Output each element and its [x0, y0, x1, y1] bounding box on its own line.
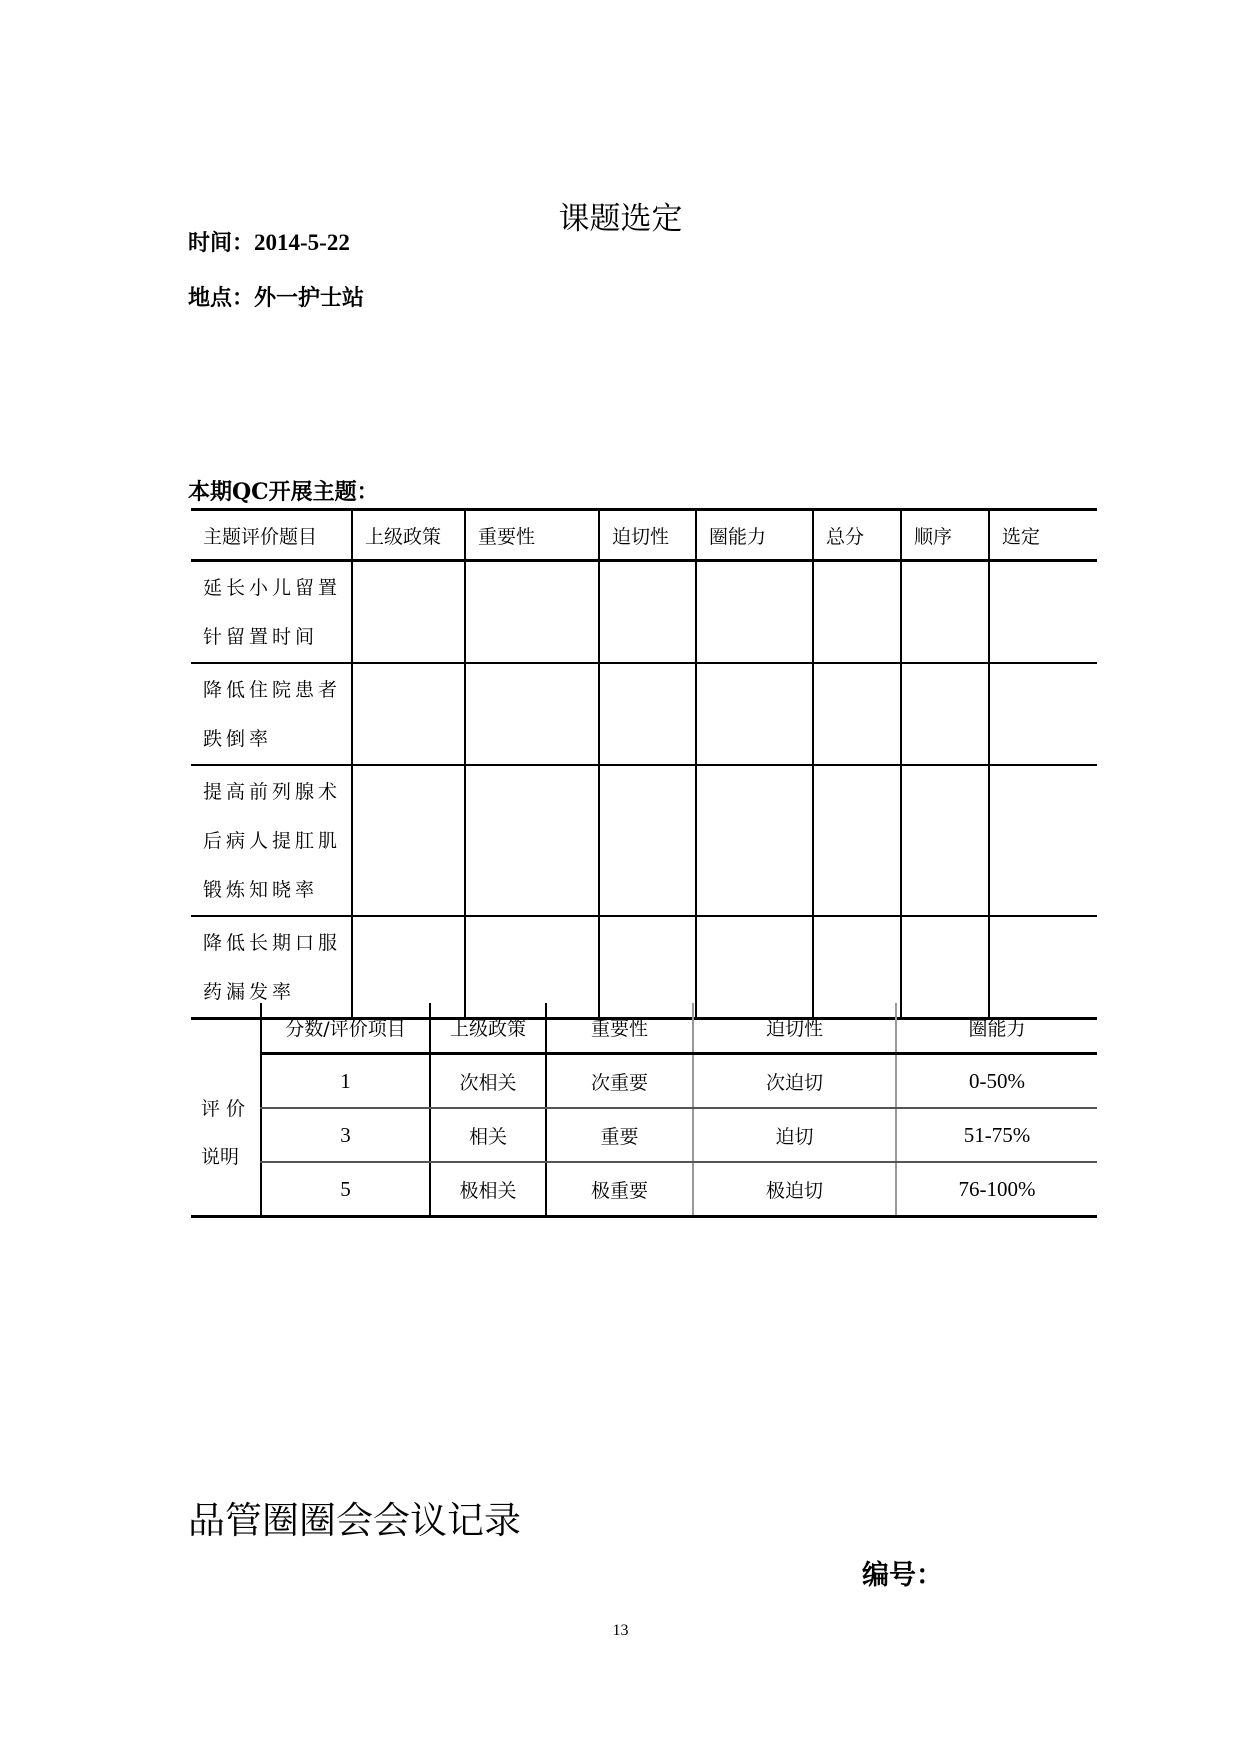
- score-value: 3: [261, 1108, 430, 1162]
- importance-value: 重要: [546, 1108, 693, 1162]
- page-number: 13: [612, 1622, 629, 1639]
- selected-cell[interactable]: [989, 561, 1097, 664]
- criteria-row: [191, 1108, 1097, 1162]
- header-cell: 选定: [989, 510, 1097, 561]
- selected-cell[interactable]: [989, 765, 1097, 916]
- order-cell[interactable]: [901, 663, 989, 765]
- header-cell: 主题评价题目: [191, 510, 352, 561]
- theme-heading: 本期QC开展主题：: [188, 479, 379, 505]
- capability-value: 76-100%: [896, 1162, 1097, 1217]
- criteria-row: [191, 1162, 1097, 1217]
- score-cell[interactable]: [696, 765, 813, 916]
- capability-value: 0-50%: [896, 1054, 1097, 1109]
- urgency-value: 迫切: [693, 1108, 896, 1162]
- total-cell[interactable]: [813, 561, 901, 664]
- topic-text: 延长小儿留置针留置时间: [203, 577, 342, 648]
- topic-cell: [191, 561, 352, 664]
- place-label: 地点：: [188, 285, 255, 311]
- meeting-record-title: 品管圈圈会会议记录: [188, 1499, 521, 1542]
- topic-text: 提高前列腺术后病人提肛肌锻炼知晓率: [203, 781, 342, 901]
- table-row: [191, 561, 1097, 664]
- total-cell[interactable]: [813, 663, 901, 765]
- topic-text: 降低长期口服药漏发率: [203, 932, 342, 1003]
- policy-value: 次相关: [430, 1054, 546, 1109]
- score-cell[interactable]: [352, 663, 465, 765]
- topic-cell: [191, 663, 352, 765]
- selected-cell[interactable]: [989, 663, 1097, 765]
- page-title: 课题选定: [558, 201, 683, 237]
- time-label: 时间：: [188, 230, 255, 256]
- score-cell[interactable]: [352, 561, 465, 664]
- table-header-row: [191, 510, 1097, 561]
- place-line: [188, 281, 364, 312]
- header-cell: 迫切性: [693, 1003, 896, 1054]
- score-cell[interactable]: [465, 765, 599, 916]
- criteria-header-row: [191, 1003, 1097, 1054]
- capability-value: 51-75%: [896, 1108, 1097, 1162]
- place-value: 外一护士站: [254, 285, 365, 311]
- header-cell: 圈能力: [896, 1003, 1097, 1054]
- order-cell[interactable]: [901, 561, 989, 664]
- header-cell: 顺序: [901, 510, 989, 561]
- time-value: 2014-5-22: [254, 230, 350, 255]
- time-line: [188, 226, 350, 257]
- header-cell: 分数/评价项目: [261, 1003, 430, 1054]
- table-row: [191, 663, 1097, 765]
- side-label-line: 评 价: [201, 1098, 246, 1120]
- urgency-value: 次迫切: [693, 1054, 896, 1109]
- urgency-value: 极迫切: [693, 1162, 896, 1217]
- criteria-side-label: [191, 1003, 261, 1217]
- topic-cell: [191, 765, 352, 916]
- score-value: 5: [261, 1162, 430, 1217]
- policy-value: 极相关: [430, 1162, 546, 1217]
- record-code-label: 编号：: [862, 1560, 943, 1591]
- score-cell[interactable]: [599, 663, 696, 765]
- score-cell[interactable]: [599, 561, 696, 664]
- header-cell: 总分: [813, 510, 901, 561]
- score-cell[interactable]: [352, 765, 465, 916]
- table-row: [191, 765, 1097, 916]
- header-cell: 上级政策: [430, 1003, 546, 1054]
- header-cell: 圈能力: [696, 510, 813, 561]
- topic-text: 降低住院患者跌倒率: [203, 679, 342, 750]
- importance-value: 极重要: [546, 1162, 693, 1217]
- score-cell[interactable]: [465, 663, 599, 765]
- order-cell[interactable]: [901, 765, 989, 916]
- policy-value: 相关: [430, 1108, 546, 1162]
- header-cell: 上级政策: [352, 510, 465, 561]
- score-cell[interactable]: [465, 561, 599, 664]
- header-cell: 重要性: [546, 1003, 693, 1054]
- criteria-row: [191, 1054, 1097, 1109]
- topic-evaluation-table: [191, 508, 1097, 1020]
- total-cell[interactable]: [813, 765, 901, 916]
- score-cell[interactable]: [696, 561, 813, 664]
- side-label-line: 说明: [201, 1146, 240, 1168]
- header-cell: 重要性: [465, 510, 599, 561]
- header-cell: 迫切性: [599, 510, 696, 561]
- scoring-criteria-table: [191, 1003, 1097, 1218]
- score-value: 1: [261, 1054, 430, 1109]
- importance-value: 次重要: [546, 1054, 693, 1109]
- score-cell[interactable]: [696, 663, 813, 765]
- score-cell[interactable]: [599, 765, 696, 916]
